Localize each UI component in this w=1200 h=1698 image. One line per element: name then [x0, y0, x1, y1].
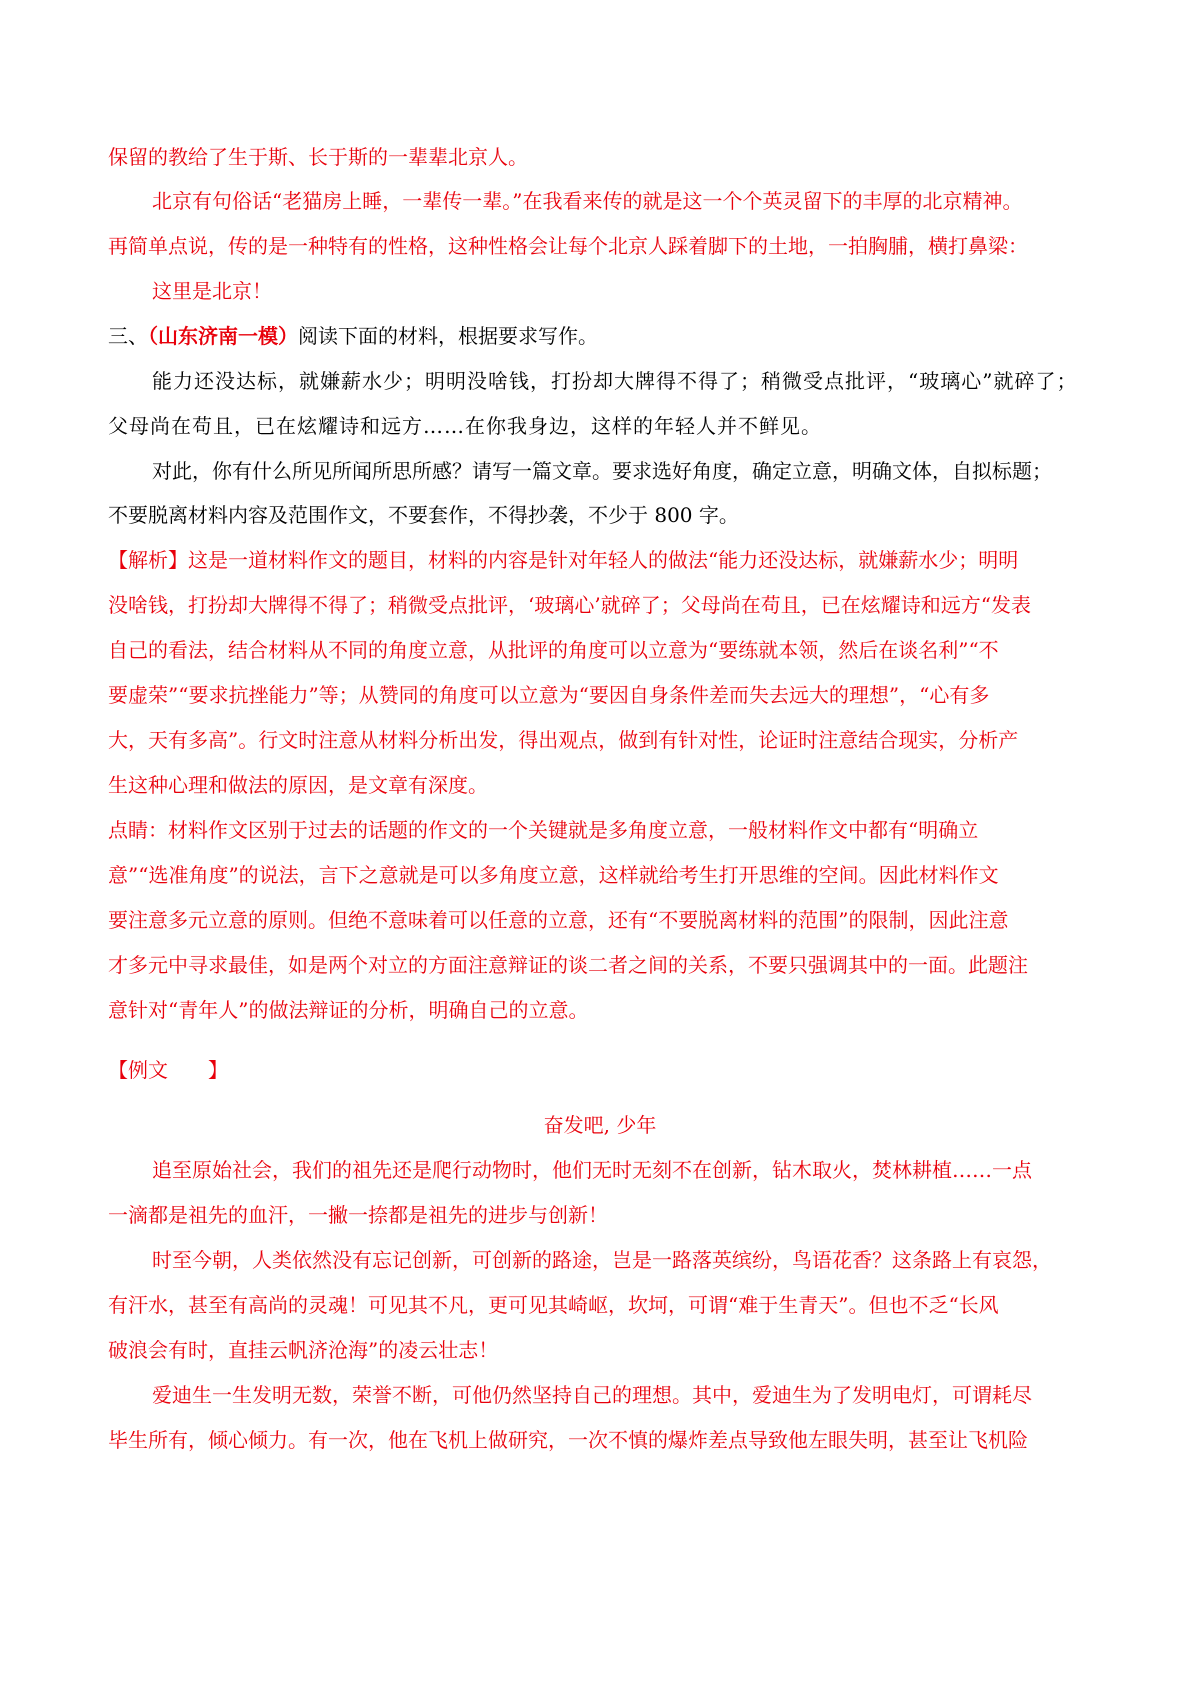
example-text-line: 爱迪生一生发明无数，荣誉不断，可他仍然坚持自己的理想。其中，爱迪生为了发明电灯，可谓耗尽: [152, 1383, 1032, 1407]
example-text-line: 追至原始社会，我们的祖先还是爬行动物时，他们无时无刻不在创新，钻木取火，焚林耕植……一点: [152, 1158, 1032, 1182]
tip-text-line: 意针对“青年人”的做法辩证的分析，明确自己的立意。: [108, 998, 589, 1022]
material-text-line: 能力还没达标，就嫌薪水少；明明没啥钱，打扮却大牌得不得了；稍微受点批评，“玻璃心”就碎了；: [152, 369, 1078, 393]
example-text-line: 破浪会有时，直挂云帆济沧海”的凌云壮志！: [108, 1338, 499, 1362]
requirement-text-line: 不要脱离材料内容及范围作文，不要套作，不得抄袭，不少于 800 字。: [108, 503, 739, 527]
example-label: 【例文 】: [108, 1058, 228, 1082]
example-text-line: 时至今朝，人类依然没有忘记创新，可创新的路途，岂是一路落英缤纷，鸟语花香？这条路上有哀怨，: [152, 1248, 1052, 1272]
analysis-text-line: 要虚荣”“要求抗挫能力”等；从赞同的角度可以立意为“要因自身条件差而失去远大的理想”，“心有多: [108, 683, 990, 707]
analysis-text-line: 自己的看法，结合材料从不同的角度立意，从批评的角度可以立意为“要练就本领，然后在谈名利”“不: [108, 638, 999, 662]
example-text-line: 一滴都是祖先的血汗，一撇一捺都是祖先的进步与创新！: [108, 1203, 608, 1227]
analysis-text-line: 大，天有多高”。行文时注意从材料分析出发，得出观点，做到有针对性，论证时注意结合现实，分析产: [108, 728, 1019, 752]
analysis-text-line: 生这种心理和做法的原因，是文章有深度。: [108, 773, 488, 797]
example-title: 奋发吧, 少年: [543, 1113, 657, 1137]
question-source: （山东济南一模）: [148, 324, 298, 348]
prev-text-line: 再简单点说，传的是一种特有的性格，这种性格会让每个北京人踩着脚下的土地，一拍胸脯，横打鼻梁：: [108, 234, 1028, 258]
material-text-line: 父母尚在苟且，已在炫耀诗和远方……在你我身边，这样的年轻人并不鲜见。: [108, 414, 822, 438]
prev-text-line: 这里是北京！: [152, 279, 272, 303]
tip-text-line: 要注意多元立意的原则。但绝不意味着可以任意的立意，还有“不要脱离材料的范围”的限制，因此注意: [108, 908, 1009, 932]
tip-text-line: 意”“选准角度”的说法，言下之意就是可以多角度立意，这样就给考生打开思维的空间。因此材料作文: [108, 863, 999, 887]
analysis-text-line: 【解析】这是一道材料作文的题目，材料的内容是针对年轻人的做法“能力还没达标，就嫌薪水少；明明: [108, 548, 1019, 572]
requirement-text-line: 对此，你有什么所见所闻所思所感？请写一篇文章。要求选好角度，确定立意，明确文体，自拟标题；: [152, 459, 1052, 483]
question-heading: [108, 321, 598, 351]
tip-text-line: 才多元中寻求最佳，如是两个对立的方面注意辩证的谈二者之间的关系，不要只强调其中的一面。此题注: [108, 953, 1028, 977]
prev-text-line: 北京有句俗话“老猫房上睡，一辈传一辈。”在我看来传的就是这一个个英灵留下的丰厚的北京精神。: [152, 189, 1023, 213]
analysis-text-line: 没啥钱，打扮却大牌得不得了；稍微受点批评，‘玻璃心’就碎了；父母尚在苟且，已在炫耀诗和远方“发表: [108, 593, 1031, 617]
example-text-line: 毕生所有，倾心倾力。有一次，他在飞机上做研究，一次不慎的爆炸差点导致他左眼失明，甚至让飞机险: [108, 1428, 1028, 1452]
prev-text-line: 保留的教给了生于斯、长于斯的一辈辈北京人。: [108, 145, 528, 169]
tip-text-line: 点睛：材料作文区别于过去的话题的作文的一个关键就是多角度立意，一般材料作文中都有“明确立: [108, 818, 979, 842]
question-prompt: 阅读下面的材料，根据要求写作。: [298, 324, 598, 348]
question-number: 三、: [108, 324, 148, 348]
example-text-line: 有汗水，甚至有高尚的灵魂！可见其不凡，更可见其崎岖，坎坷，可谓“难于生青天”。但也不乏“长风: [108, 1293, 999, 1317]
